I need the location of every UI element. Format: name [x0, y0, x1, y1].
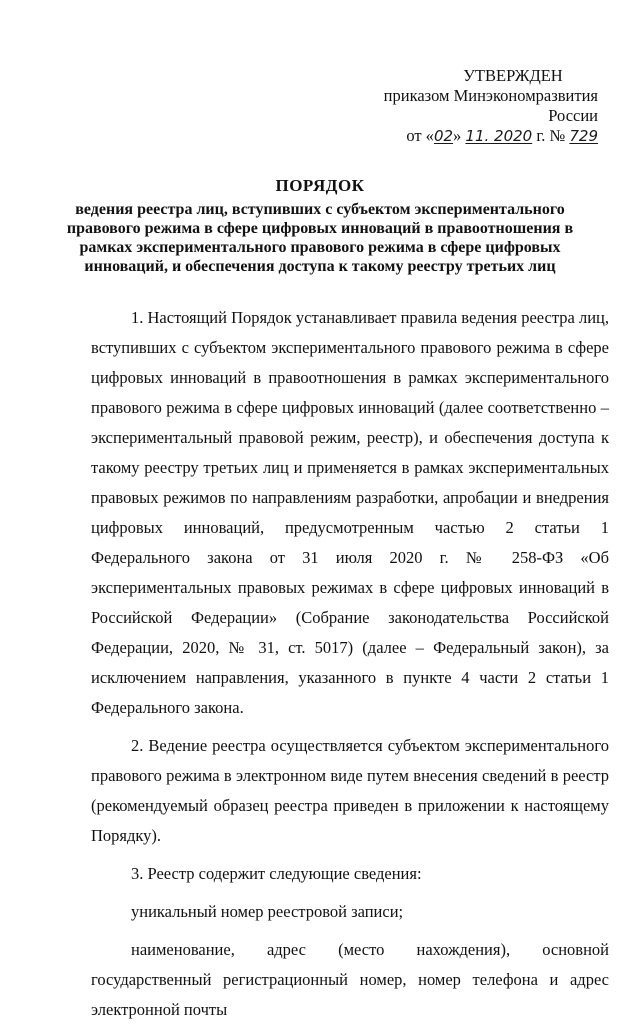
number-label: г. №: [536, 126, 566, 145]
title-main: ПОРЯДОК: [275, 176, 365, 195]
approval-stamp: [338, 66, 598, 146]
paragraph-1: 1. Настоящий Порядок устанавливает правила ведения реестра лиц, вступивших с субъектом экспериментального правового режима в сфере цифровых инноваций в правоотношения в рамках экспериментального правового режима в сфере цифровых инноваций (далее соответственно – экспериментальный правовой режим, реестр), и обеспечения доступа к такому реестру третьих лиц и применяется в рамках экспериментальных правовых режимов по направлениям разработки, апробации и внедрения цифровых инноваций, предусмотренным частью 2 статьи 1 Федерального закона от 31 июля 2020 г. № 258-ФЗ «Об экспериментальных правовых режимах в сфере цифровых инноваций в Российской Федерации» (Собрание законодательства Российской Федерации, 2020, № 31, ст. 5017) (далее – Федеральный закон), за исключением направления, указанного в пункте 4 части 2 статьи 1 Федерального закона.: [91, 308, 609, 717]
handwritten-month-year: 11. 2020: [465, 127, 533, 145]
handwritten-order-number: 729: [569, 127, 598, 145]
approval-date-line: [338, 126, 598, 146]
date-close-quote: »: [453, 126, 462, 145]
paragraph-3: 3. Реестр содержит следующие сведения:: [131, 864, 422, 883]
document-body: [91, 303, 609, 1025]
handwritten-day: 02: [433, 127, 454, 145]
approval-order: приказом Минэкономразвития России: [383, 86, 598, 125]
list-item-2: наименование, адрес (место нахождения), основной государственный регистрационный номер, номер телефона и адрес электронной почты: [91, 940, 609, 1019]
paragraph-2: 2. Ведение реестра осуществляется субъектом экспериментального правового режима в электронном виде путем внесения сведений в реестр (рекомендуемый образец реестра приведен в приложении к настоящему Порядку).: [91, 736, 609, 845]
document-title: [40, 176, 600, 276]
date-prefix: от «: [406, 126, 434, 145]
title-subtitle: ведения реестра лиц, вступивших с субъектом экспериментального правового режима в сфере цифровых инноваций в правоотношения в рамках экспериментального правового режима в сфере цифровых инноваций, и обеспечения доступа к такому реестру третьих лиц: [66, 201, 574, 275]
list-item-1: уникальный номер реестровой записи;: [131, 902, 404, 921]
approval-heading: УТВЕРЖДЕН: [463, 66, 563, 85]
